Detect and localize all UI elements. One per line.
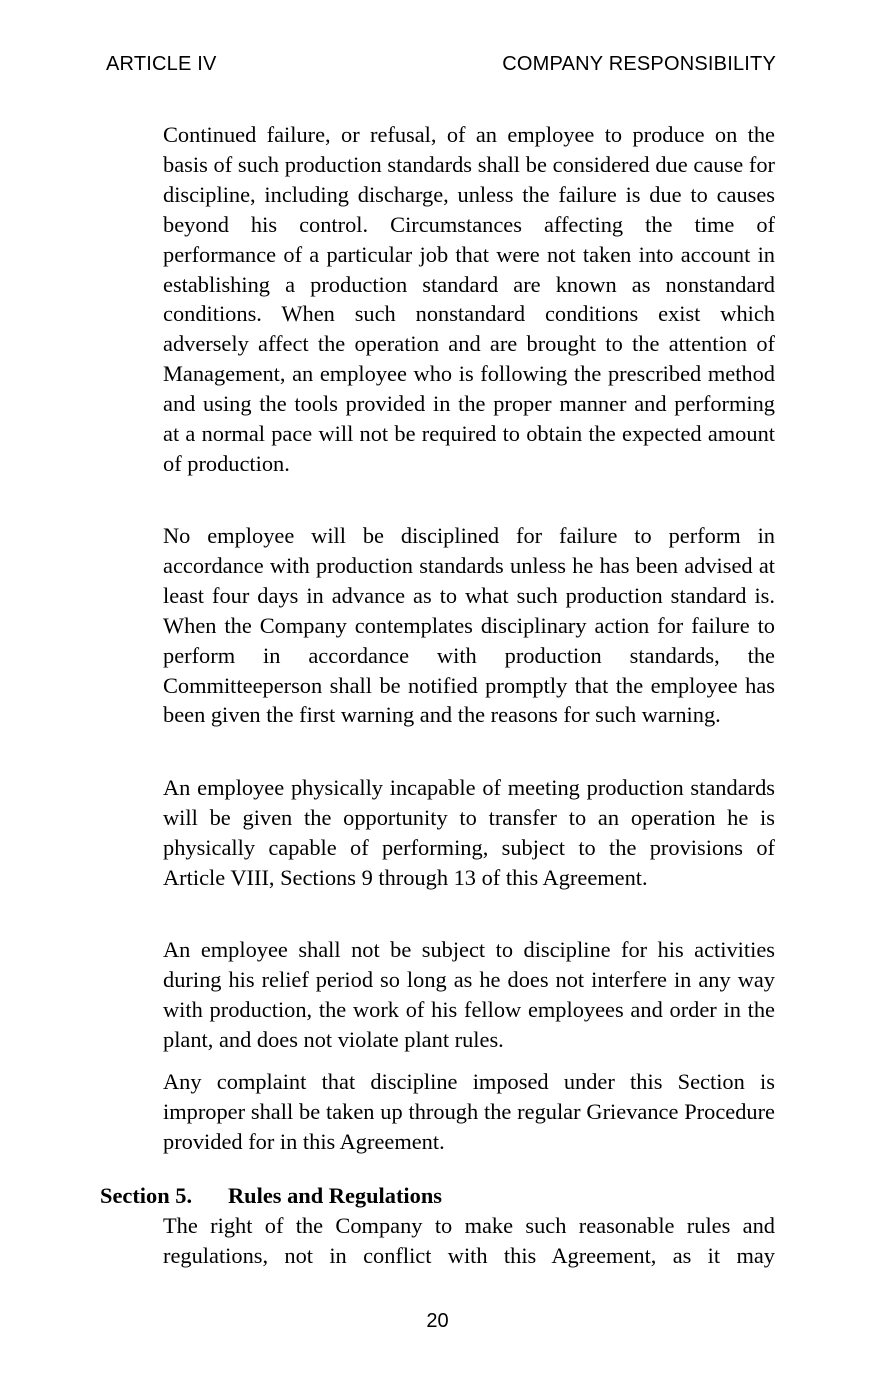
paragraph-text: No employee will be disciplined for failure to perform in accordance with production standards unless he has been advised at least four days in advance as to what such production standard is. When the Company contemplates disciplinary action for failure to perform in accordance with production standards, the Committeeperson shall be notified promptly that the employee has been given the first warning and the reasons for such warning. [163,523,775,728]
paragraph-text: An employee physically incapable of meeting production standards will be given the opportunity to transfer to an operation he is physically capable of performing, subject to the provisions of Article VIII, Sections 9 through 13 of this Agreement. [163,775,775,890]
paragraph-discipline-notice [163,521,775,730]
paragraph-text: Any complaint that discipline imposed under this Section is improper shall be taken up through the regular Grievance Procedure provided for in this Agreement. [163,1069,775,1154]
article-title: COMPANY RESPONSIBILITY [502,53,776,75]
paragraph-grievance [163,1067,775,1157]
article-label: ARTICLE IV [106,53,217,75]
section-title: Rules and Regulations [228,1183,443,1208]
paragraph-text: Continued failure, or refusal, of an employee to produce on the basis of such production standards shall be considered due cause for discipline, including discharge, unless the failure is due to causes beyond his control. Circumstances affecting the time of performance of a particular job that were not taken into account in establishing a production standard are known as nonstandard conditions. When such nonstandard conditions exist which adversely affect the operation and are brought to the attention of Management, an employee who is following the prescribed method and using the tools provided in the proper manner and performing at a normal pace will not be required to obtain the expected amount of production. [163,122,775,476]
running-header [106,53,776,81]
section-number: Section 5. [100,1183,193,1208]
paragraph-text: The right of the Company to make such reasonable rules and regulations, not in conflict with this Agreement, as it may [163,1213,775,1268]
section-body [163,1211,775,1271]
paragraph-text: An employee shall not be subject to discipline for his activities during his relief period so long as he does not interfere in any way with production, the work of his fellow employees and order in the plant, and does not violate plant rules. [163,937,775,1052]
paragraph-physical-incapacity [163,773,775,893]
page-number: 20 [426,1310,449,1332]
section-heading [100,1181,442,1211]
paragraph-relief-period [163,935,775,1055]
paragraph-production-failure [163,120,775,479]
